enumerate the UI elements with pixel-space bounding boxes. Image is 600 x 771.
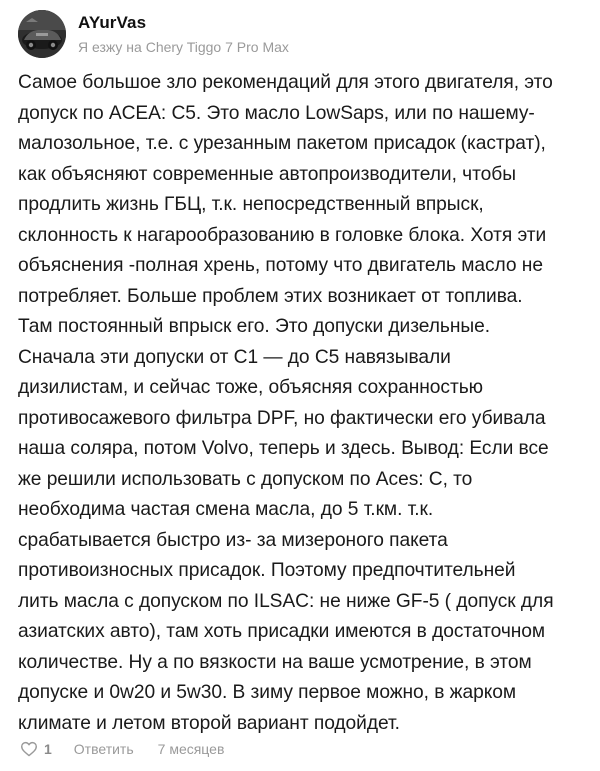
avatar[interactable] [18,10,66,58]
user-meta [78,10,289,57]
comment-line: Сначала эти допуски от C1 — до C5 навязывали [18,346,451,368]
comment-line: потребляет. Больше проблем этих возникает от топлива. [18,285,523,307]
comment-line: лить масла с допуском по ILSAC: не ниже GF-5 ( допуск для [18,590,554,612]
comment-line: азиатских авто), там хоть присадки имеются в достаточном [18,621,546,642]
comment-line: Самое большое зло рекомендаций для этого двигателя, это [18,72,553,93]
comment-line: допуск по ACEA: C5. Это масло LowSaps, или по нашему- [18,102,535,124]
car-ownership-line[interactable]: Я езжу на Chery Tiggo 7 Pro Max [78,39,289,55]
comment-line: количестве. Ну а по вязкости на ваше усмотрение, в этом [18,651,532,673]
heart-icon [20,741,38,757]
comment-line: объяснения -полная хрень, потому что двигатель масло не [18,255,543,276]
comment-line: противосажевого фильтра DPF, но фактически его убивала [18,407,546,429]
comment-line: наша соляра, потом Volvo, теперь и здесь. Вывод: Если все [18,438,549,459]
reply-button[interactable]: Ответить [73,741,134,757]
comment-line: малозольное, т.е. с урезанным пакетом присадок (кастрат), [18,133,546,154]
comment-line: же решили использовать с допуском по Aces: C, то [18,468,473,490]
comment-line: срабатывается быстро из- за мизероного пакета [18,529,448,551]
comment-footer [20,737,224,761]
comment-line: допуске и 0w20 и 5w30. В зиму первое можно, в жарком [18,682,517,703]
author-name[interactable]: AYurVas [78,13,147,32]
like-count: 1 [44,741,52,757]
comment-line: необходима частая смена масла, до 5 т.км. т.к. [18,499,434,520]
comment-line: склонность к нагарообразованию в головке блока. Хотя эти [18,224,547,246]
comment-line: Там постоянный впрыск его. Это допуски дизельные. [18,316,491,337]
avatar-image [18,10,66,58]
comment-line: дизилистам, и сейчас тоже, объясняя сохранностью [18,377,483,398]
comment-line: климате и летом второй вариант подойдет. [18,712,400,734]
comment-line: как объясняют современные автопроизводители, чтобы [18,163,516,185]
like-button[interactable] [20,741,52,757]
comment-line: противоизносных присадок. Поэтому предпочтительней [18,560,516,581]
comment-timestamp[interactable]: 7 месяцев [157,741,225,757]
comment-body [18,68,580,739]
comment-header [18,0,580,60]
comment-line: продлить жизнь ГБЦ, т.к. непосредственный впрыск, [18,194,484,215]
